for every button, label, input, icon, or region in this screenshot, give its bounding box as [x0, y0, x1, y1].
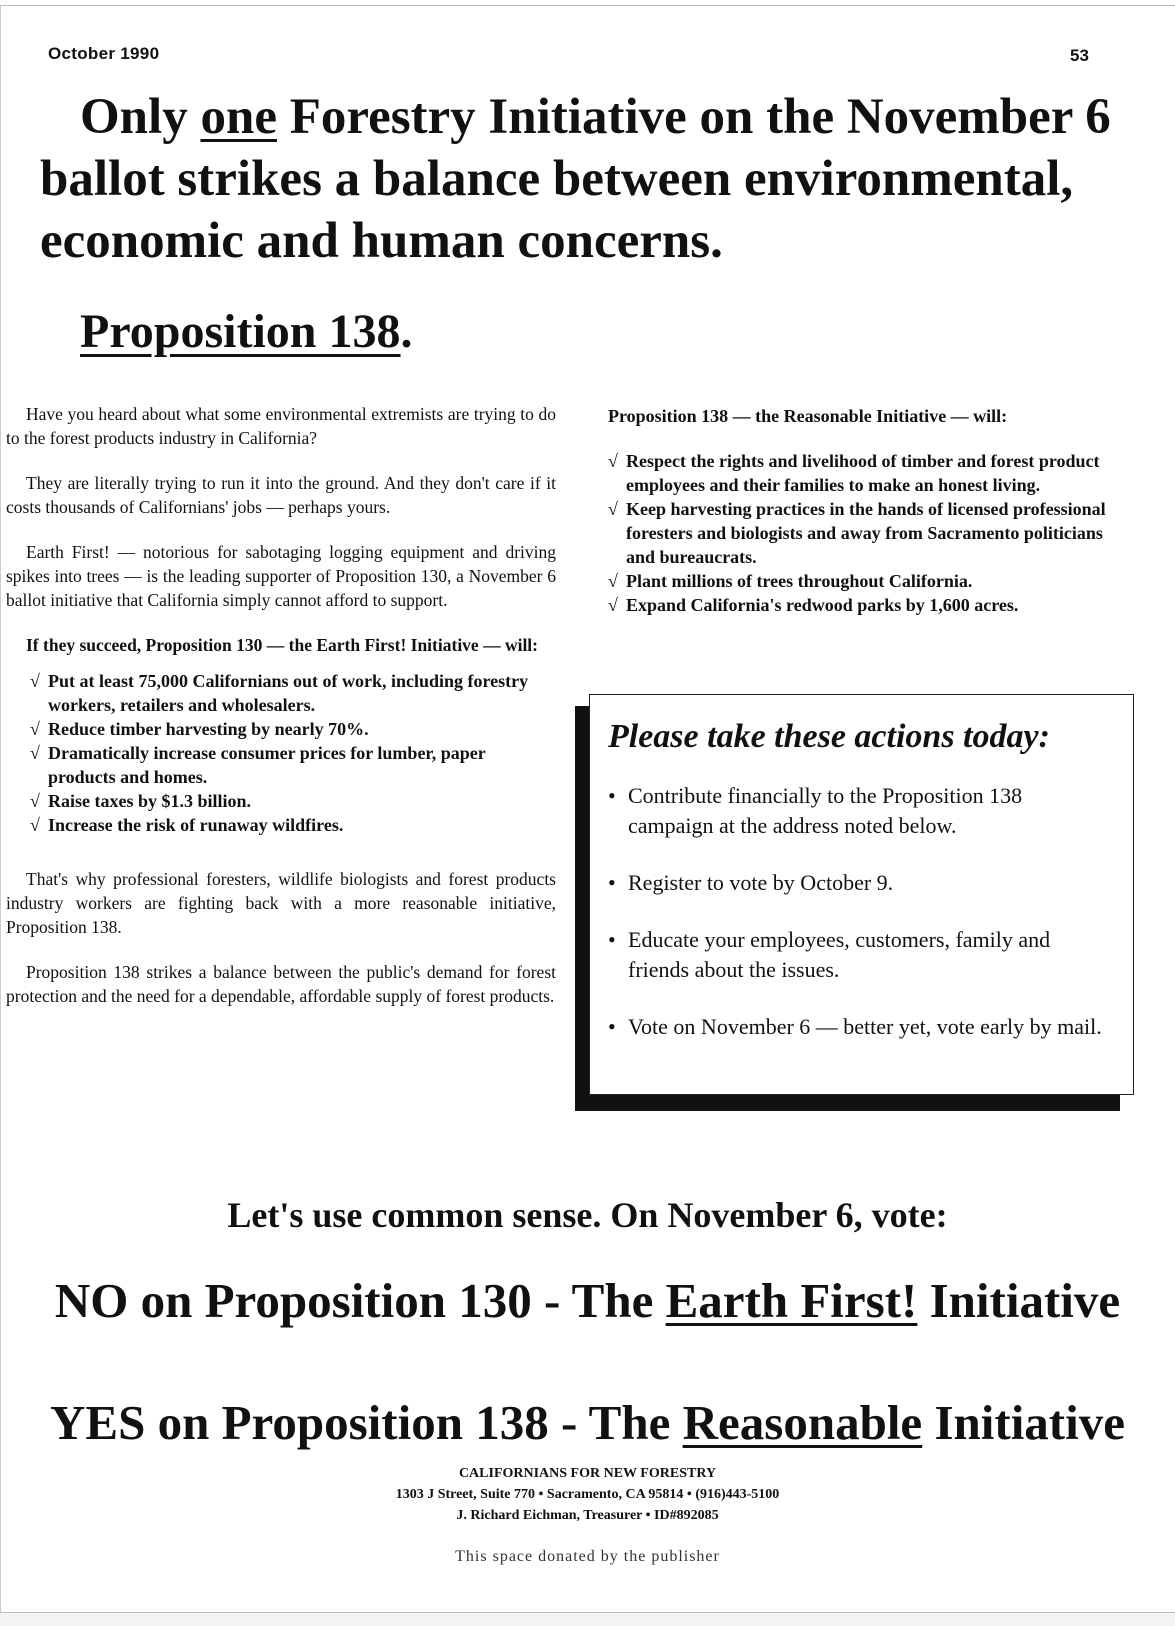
headline-emphasis: one [200, 89, 277, 145]
common-sense-heading: Let's use common sense. On November 6, vote: [227, 1195, 948, 1235]
reasonable-emphasis: Reasonable [682, 1395, 923, 1450]
action-list [608, 781, 1113, 1042]
intro-paragraph: They are literally trying to run it into the ground. And they don't care if it costs thousands of Californians' jobs — perhaps yours. [6, 473, 556, 517]
check-mark-icon: √ [608, 595, 618, 615]
page-number: 53 [1070, 46, 1089, 65]
prop-138-lead: Proposition 138 — the Reasonable Initiative — will: [608, 406, 1008, 426]
sponsor-address: 1303 J Street, Suite 770 • Sacramento, CA 95814 • (916)443-5100 [395, 1487, 780, 1502]
list-item: √ Respect the rights and livelihood of timber and forest product employees and their families to make an honest living. [608, 451, 1100, 495]
check-mark-icon: √ [30, 815, 40, 835]
action-box [589, 694, 1134, 1095]
list-item: √ Reduce timber harvesting by nearly 70%. [30, 719, 369, 739]
headline [40, 86, 1150, 272]
page-edge-bottom [0, 1612, 1175, 1626]
list-item: √ Put at least 75,000 Californians out of work, including forestry workers, retailers and wholesalers. [30, 671, 529, 715]
check-mark-icon: √ [30, 719, 40, 739]
headline-line-1: Only one Forestry Initiative on the November 6 [80, 89, 1111, 145]
list-item: √ Plant millions of trees throughout California. [608, 571, 973, 591]
list-item: √ Increase the risk of runaway wildfires. [30, 815, 344, 835]
bullet-icon: • [608, 1014, 616, 1039]
closing-paragraph: Proposition 138 strikes a balance between the public's demand for forest protection and the need for a dependable, affordable supply of forest products. [6, 962, 556, 1006]
prop-130-lead: If they succeed, Proposition 130 — the Earth First! Initiative — will: [26, 635, 538, 655]
sponsor-treasurer: J. Richard Eichman, Treasurer • ID#892085 [456, 1508, 719, 1523]
list-item: • Register to vote by October 9. [608, 868, 1113, 898]
bullet-icon: • [608, 927, 616, 952]
vote-yes-line: YES on Proposition 138 - The Reasonable Initiative [50, 1395, 1125, 1450]
intro-paragraph: Earth First! — notorious for sabotaging logging equipment and driving spikes into trees — is the leading supporter of Proposition 130, a November 6 ballot initiative that California simply cannot afford to support. [6, 542, 556, 610]
list-item: √ Raise taxes by $1.3 billion. [30, 791, 252, 811]
closing-paragraph: That's why professional foresters, wildlife biologists and forest products industry workers are fighting back with a more reasonable initiative, Proposition 138. [6, 869, 556, 937]
prop-138-benefits-list [608, 449, 1128, 617]
vote-no-line: NO on Proposition 130 - The Earth First! Initiative [54, 1273, 1121, 1328]
list-item: √ Dramatically increase consumer prices for lumber, paper products and homes. [30, 743, 486, 787]
list-item: • Vote on November 6 — better yet, vote early by mail. [608, 1012, 1113, 1042]
page-edge-top [0, 0, 1175, 6]
bullet-icon: • [608, 870, 616, 895]
sponsor-block [0, 1463, 1175, 1526]
prop-130-effects-list [30, 669, 556, 837]
list-item: √ Keep harvesting practices in the hands of licensed professional foresters and biologists and away from Sacramento politicians and bureaucrats. [608, 499, 1106, 567]
sponsor-name: CALIFORNIANS FOR NEW FORESTRY [458, 1466, 717, 1481]
list-item: • Educate your employees, customers, family and friends about the issues. [608, 927, 1051, 982]
earth-first-emphasis: Earth First! [665, 1273, 918, 1328]
right-column [608, 404, 1128, 647]
list-item: • Contribute financially to the Proposition 138 campaign at the address noted below. [608, 783, 1023, 838]
donated-note: This space donated by the publisher [455, 1548, 720, 1565]
list-item: √ Expand California's redwood parks by 1,600 acres. [608, 595, 1019, 615]
headline-line-2: ballot strikes a balance between environmental, [40, 151, 1074, 207]
check-mark-icon: √ [30, 671, 40, 691]
headline-line-3: economic and human concerns. [40, 213, 723, 269]
intro-paragraph: Have you heard about what some environmental extremists are trying to do to the forest products industry in California? [6, 404, 556, 448]
check-mark-icon: √ [30, 791, 40, 811]
check-mark-icon: √ [608, 499, 618, 519]
proposition-title: Proposition 138. [80, 305, 413, 358]
left-column [6, 402, 556, 1029]
action-box-title: Please take these actions today: [608, 718, 1050, 755]
check-mark-icon: √ [608, 571, 618, 591]
page-edge-left [0, 6, 1, 1612]
issue-date: October 1990 [48, 44, 160, 63]
check-mark-icon: √ [608, 451, 618, 471]
bullet-icon: • [608, 783, 616, 808]
check-mark-icon: √ [30, 743, 40, 763]
